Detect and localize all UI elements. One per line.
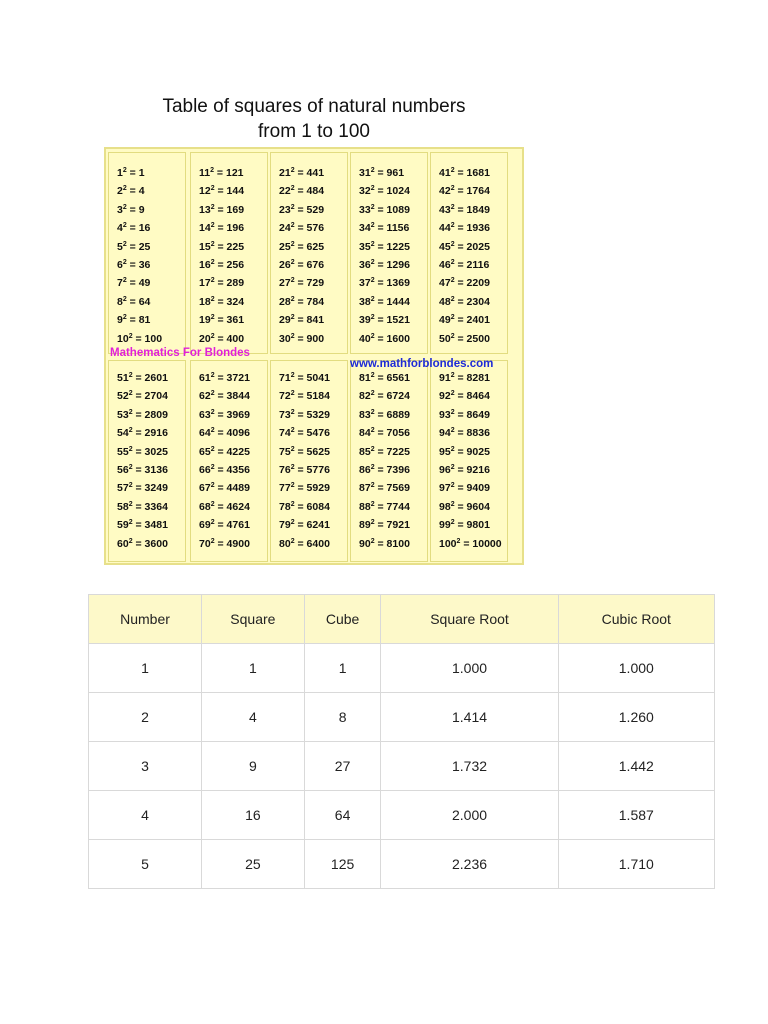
square-entry: $35^2 = 1225$ xyxy=(359,240,410,253)
square-entry: $33^2 = 1089$ xyxy=(359,203,410,216)
square-entry: $7^2 = 49$ xyxy=(117,277,151,290)
square-entry: $14^2 = 196$ xyxy=(199,222,245,235)
square-entry: $46^2 = 2116$ xyxy=(439,259,490,271)
square-entry: $67^2 = 4489$ xyxy=(199,482,250,495)
square-entry: $100^2 = 10000$ xyxy=(439,537,502,550)
square-entry: $39^2 = 1521$ xyxy=(359,314,410,327)
square-entry: $81^2 = 6561$ xyxy=(359,372,410,384)
square-entry: $49^2 = 2401$ xyxy=(439,314,490,327)
square-entry: $8^2 = 64$ xyxy=(117,295,151,308)
square-entry: $69^2 = 4761$ xyxy=(199,519,250,532)
cell-cubic-root: 1.587 xyxy=(558,791,714,840)
square-entry: $47^2 = 2209$ xyxy=(439,277,490,290)
square-entry: $87^2 = 7569$ xyxy=(359,482,410,495)
squares-cell xyxy=(430,360,508,562)
square-entry: $30^2 = 900$ xyxy=(279,332,325,345)
square-entry: $4^2 = 16$ xyxy=(117,222,151,235)
square-entry: $64^2 = 4096$ xyxy=(199,427,250,440)
square-entry: $25^2 = 625$ xyxy=(279,240,325,253)
square-entry: $18^2 = 324$ xyxy=(199,295,245,308)
square-entry: $2^2 = 4$ xyxy=(117,185,145,198)
square-entry: $10^2 = 100$ xyxy=(117,332,163,345)
table-row xyxy=(89,840,715,889)
square-entry: $17^2 = 289$ xyxy=(199,277,245,290)
squares-cell xyxy=(270,360,348,562)
cell-number: 2 xyxy=(89,693,202,742)
squares-cell xyxy=(108,152,186,354)
table-row xyxy=(89,742,715,791)
square-entry: $9^2 = 81$ xyxy=(117,314,151,327)
square-entry: $36^2 = 1296$ xyxy=(359,259,410,271)
square-entry: $78^2 = 6084$ xyxy=(279,500,330,513)
square-entry: $95^2 = 9025$ xyxy=(439,445,490,458)
squares-cell xyxy=(190,360,268,562)
square-entry: $59^2 = 3481$ xyxy=(117,519,168,532)
square-entry: $52^2 = 2704$ xyxy=(117,390,168,403)
math-table xyxy=(88,594,715,889)
square-entry: $50^2 = 2500$ xyxy=(439,332,490,345)
square-entry: $1^2 = 1$ xyxy=(117,167,145,179)
square-entry: $38^2 = 1444$ xyxy=(359,295,410,308)
square-entry: $21^2 = 441$ xyxy=(279,167,325,179)
square-entry: $12^2 = 144$ xyxy=(199,185,245,198)
watermark-right: www.mathforblondes.com xyxy=(350,358,494,370)
square-entry: $28^2 = 784$ xyxy=(279,295,325,308)
square-entry: $15^2 = 225$ xyxy=(199,240,245,253)
square-entry: $19^2 = 361$ xyxy=(199,314,245,327)
square-entry: $26^2 = 676$ xyxy=(279,259,325,271)
squares-cell xyxy=(430,152,508,354)
square-entry: $68^2 = 4624$ xyxy=(199,500,250,513)
cell-square: 1 xyxy=(202,644,305,693)
square-entry: $51^2 = 2601$ xyxy=(117,372,168,384)
header-cube: Cube xyxy=(304,595,381,644)
cell-square: 4 xyxy=(202,693,305,742)
square-entry: $23^2 = 529$ xyxy=(279,203,325,216)
cell-cube: 27 xyxy=(304,742,381,791)
square-entry: $71^2 = 5041$ xyxy=(279,372,330,384)
square-entry: $92^2 = 8464$ xyxy=(439,390,490,403)
header-square: Square xyxy=(202,595,305,644)
table-row xyxy=(89,791,715,840)
square-entry: $73^2 = 5329$ xyxy=(279,408,330,421)
square-entry: $45^2 = 2025$ xyxy=(439,240,490,253)
cell-square-root: 1.000 xyxy=(381,644,558,693)
cell-cube: 64 xyxy=(304,791,381,840)
cell-cubic-root: 1.442 xyxy=(558,742,714,791)
cell-square-root: 2.000 xyxy=(381,791,558,840)
square-entry: $85^2 = 7225$ xyxy=(359,445,410,458)
square-entry: $62^2 = 3844$ xyxy=(199,390,250,403)
table-row xyxy=(89,644,715,693)
square-entry: $32^2 = 1024$ xyxy=(359,185,410,198)
squares-cell xyxy=(190,152,268,354)
cell-square-root: 1.732 xyxy=(381,742,558,791)
square-entry: $94^2 = 8836$ xyxy=(439,427,490,440)
cell-square-root: 2.236 xyxy=(381,840,558,889)
square-entry: $70^2 = 4900$ xyxy=(199,537,250,550)
title-line-1: Table of squares of natural numbers xyxy=(162,96,466,117)
square-entry: $75^2 = 5625$ xyxy=(279,445,330,458)
title-line-2: from 1 to 100 xyxy=(258,121,370,142)
squares-cell xyxy=(350,152,428,354)
header-cubic-root: Cubic Root xyxy=(558,595,714,644)
square-entry: $20^2 = 400$ xyxy=(199,332,245,345)
square-entry: $88^2 = 7744$ xyxy=(359,500,410,513)
squares-cell xyxy=(270,152,348,354)
square-entry: $96^2 = 9216$ xyxy=(439,464,490,476)
square-entry: $61^2 = 3721$ xyxy=(199,372,250,384)
cell-square: 25 xyxy=(202,840,305,889)
cell-cube: 125 xyxy=(304,840,381,889)
square-entry: $53^2 = 2809$ xyxy=(117,408,168,421)
cell-number: 1 xyxy=(89,644,202,693)
cell-cubic-root: 1.710 xyxy=(558,840,714,889)
page-title xyxy=(104,94,524,144)
square-entry: $84^2 = 7056$ xyxy=(359,427,410,440)
table-row xyxy=(89,693,715,742)
square-entry: $43^2 = 1849$ xyxy=(439,203,490,216)
squares-cell xyxy=(350,360,428,562)
watermark-left: Mathematics For Blondes xyxy=(110,347,250,359)
square-entry: $27^2 = 729$ xyxy=(279,277,325,290)
square-entry: $82^2 = 6724$ xyxy=(359,390,410,403)
square-entry: $31^2 = 961$ xyxy=(359,167,405,179)
cell-square: 9 xyxy=(202,742,305,791)
square-entry: $58^2 = 3364$ xyxy=(117,500,168,513)
square-entry: $48^2 = 2304$ xyxy=(439,295,490,308)
square-entry: $74^2 = 5476$ xyxy=(279,427,330,440)
squares-cell xyxy=(108,360,186,562)
square-entry: $29^2 = 841$ xyxy=(279,314,325,327)
square-entry: $99^2 = 9801$ xyxy=(439,519,490,532)
square-entry: $3^2 = 9$ xyxy=(117,203,145,216)
square-entry: $63^2 = 3969$ xyxy=(199,408,250,421)
cell-cubic-root: 1.000 xyxy=(558,644,714,693)
square-entry: $66^2 = 4356$ xyxy=(199,464,250,476)
cell-number: 4 xyxy=(89,791,202,840)
table-header-row xyxy=(89,595,715,644)
square-entry: $60^2 = 3600$ xyxy=(117,537,168,550)
square-entry: $80^2 = 6400$ xyxy=(279,537,330,550)
header-number: Number xyxy=(89,595,202,644)
square-entry: $24^2 = 576$ xyxy=(279,222,325,235)
square-entry: $93^2 = 8649$ xyxy=(439,408,490,421)
square-entry: $86^2 = 7396$ xyxy=(359,464,410,476)
square-entry: $55^2 = 3025$ xyxy=(117,445,168,458)
square-entry: $41^2 = 1681$ xyxy=(439,167,490,179)
square-entry: $37^2 = 1369$ xyxy=(359,277,410,290)
square-entry: $79^2 = 6241$ xyxy=(279,519,330,532)
square-entry: $13^2 = 169$ xyxy=(199,203,245,216)
square-entry: $22^2 = 484$ xyxy=(279,185,325,198)
header-square-root: Square Root xyxy=(381,595,558,644)
square-entry: $5^2 = 25$ xyxy=(117,240,151,253)
square-entry: $56^2 = 3136$ xyxy=(117,464,168,476)
square-entry: $90^2 = 8100$ xyxy=(359,537,410,550)
square-entry: $97^2 = 9409$ xyxy=(439,482,490,495)
square-entry: $98^2 = 9604$ xyxy=(439,500,490,513)
square-entry: $6^2 = 36$ xyxy=(117,259,151,271)
cell-square: 16 xyxy=(202,791,305,840)
square-entry: $42^2 = 1764$ xyxy=(439,185,490,198)
cell-cube: 1 xyxy=(304,644,381,693)
square-entry: $65^2 = 4225$ xyxy=(199,445,250,458)
cell-cube: 8 xyxy=(304,693,381,742)
cell-number: 5 xyxy=(89,840,202,889)
square-entry: $76^2 = 5776$ xyxy=(279,464,330,476)
square-entry: $57^2 = 3249$ xyxy=(117,482,168,495)
cell-cubic-root: 1.260 xyxy=(558,693,714,742)
square-entry: $77^2 = 5929$ xyxy=(279,482,330,495)
square-entry: $40^2 = 1600$ xyxy=(359,332,410,345)
square-entry: $44^2 = 1936$ xyxy=(439,222,490,235)
cell-number: 3 xyxy=(89,742,202,791)
cell-square-root: 1.414 xyxy=(381,693,558,742)
square-entry: $16^2 = 256$ xyxy=(199,259,245,271)
square-entry: $89^2 = 7921$ xyxy=(359,519,410,532)
square-entry: $11^2 = 121$ xyxy=(199,167,244,179)
square-entry: $54^2 = 2916$ xyxy=(117,427,168,440)
square-entry: $72^2 = 5184$ xyxy=(279,390,330,403)
square-entry: $83^2 = 6889$ xyxy=(359,408,410,421)
square-entry: $91^2 = 8281$ xyxy=(439,372,490,384)
square-entry: $34^2 = 1156$ xyxy=(359,222,410,235)
